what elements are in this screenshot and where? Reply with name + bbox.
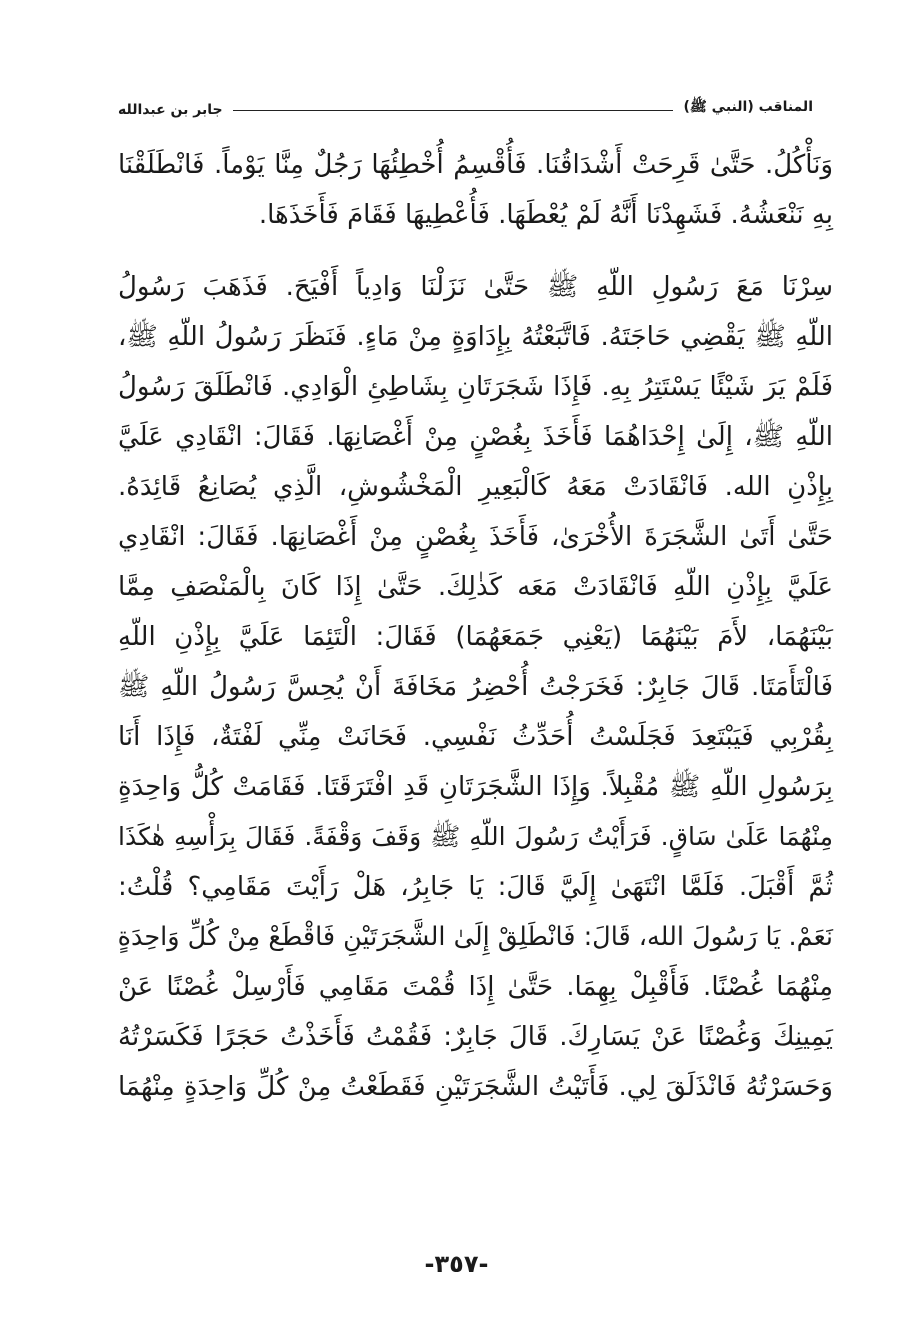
header-section-title: المناقب (النبي ﷺ) (683, 99, 813, 115)
header-topic-title: جابر بن عبدالله (118, 102, 223, 118)
text-line: عَلَيَّ بِإِذْنِ اللّهِ فَانْقَادَتْ مَعَه كَذٰلِكَ. حَتَّىٰ إِذَا كَانَ بِالْمَنْصَفِ مِمَّا (118, 572, 833, 602)
text-line: ثُمَّ أَقْبَلَ. فَلَمَّا انْتَهَىٰ إِلَيَّ قَالَ: يَا جَابِرُ، هَلْ رَأَيْتَ مَقَامِي؟ قُلْتُ: (118, 872, 833, 902)
text-line: بِهِ نَنْعَشُهُ. فَشَهِدْنَا أَنَّهُ لَمْ يُعْطَهَا. فَأُعْطِيهَا فَقَامَ فَأَخَذَهَا. (258, 200, 833, 230)
text-line: فَالْتَأَمَتَا. قَالَ جَابِرٌ: فَخَرَجْتُ أُحْضِرُ مَخَافَةَ أَنْ يُحِسَّ رَسُولُ اللّهِ ﷺ (118, 672, 833, 702)
text-line: بِرَسُولِ اللّهِ ﷺ مُقْبِلاً. وَإِذَا الشَّجَرَتَانِ قَدِ افْتَرَقَتَا. فَقَامَتْ كُلُّ وَاحِدَةٍ (118, 772, 833, 802)
text-line: بَيْنَهُمَا، لأَمَ بَيْنَهُمَا (يَعْنِي جَمَعَهُمَا) فَقَالَ: الْتَئِمَا عَلَيَّ بِإِذْنِ اللّهِ (118, 622, 833, 652)
text-line: وَنَأْكُلُ. حَتَّىٰ قَرِحَتْ أَشْدَاقُنَا. فَأُقْسِمُ أُخْطِئُهَا رَجُلٌ مِنَّا يَوْماً. فَانْطَلَقْنَا (118, 150, 833, 180)
text-line: بِإِذْنِ الله. فَانْقَادَتْ مَعَهُ كَالْبَعِيرِ الْمَخْشُوشِ، الَّذِي يُصَانِعُ قَائِدَهُ. (118, 472, 833, 502)
running-header (118, 88, 813, 120)
page-number: -٣٥٧- (424, 1250, 489, 1278)
text-line: سِرْنَا مَعَ رَسُولِ اللّهِ ﷺ حَتَّىٰ نَزَلْنَا وَادِياً أَفْيَحَ. فَذَهَبَ رَسُولُ (118, 272, 833, 302)
text-line: مِنْهُمَا عَلَىٰ سَاقٍ. فَرَأَيْتُ رَسُولَ اللّهِ ﷺ وَقَفَ وَقْفَةً. فَقَالَ بِرَأْسِهِ هٰكَذَا (118, 822, 833, 851)
text-line: بِقُرْبِي فَيَبْتَعِدَ فَجَلَسْتُ أُحَدِّثُ نَفْسِي. فَحَانَتْ مِنِّي لَفْتَةٌ، فَإِذَا أَنَا (118, 722, 833, 752)
text-line: حَتَّىٰ أَتَىٰ الشَّجَرَةَ الأُخْرَىٰ، فَأَخَذَ بِغُصْنٍ مِنْ أَغْصَانِهَا. فَقَالَ: انْقَادِي (118, 522, 833, 552)
paragraph-hadith (118, 262, 833, 1112)
text-line: اللّهِ ﷺ يَقْضِي حَاجَتَهُ. فَاتَّبَعْتُهُ بِإِدَاوَةٍ مِنْ مَاءٍ. فَنَظَرَ رَسُولُ اللّهِ ﷺ، (118, 322, 833, 352)
text-line: وَحَسَرْتُهُ فَانْذَلَقَ لِي. فَأَتَيْتُ الشَّجَرَتَيْنِ فَقَطَعْتُ مِنْ كُلِّ وَاحِدَةٍ مِنْهُمَا (118, 1072, 833, 1102)
text-line: مِنْهُمَا غُصْنًا. فَأَقْبِلْ بِهِمَا. حَتَّىٰ إِذَا قُمْتَ مَقَامِي فَأَرْسِلْ غُصْنًا عَنْ (118, 972, 833, 1002)
text-line: يَمِينِكَ وَغُصْنًا عَنْ يَسَارِكَ. قَالَ جَابِرٌ: فَقُمْتُ فَأَخَذْتُ حَجَرًا فَكَسَرْتُهُ (118, 1022, 833, 1052)
text-line: اللّهِ ﷺ، إِلَىٰ إِحْدَاهُمَا فَأَخَذَ بِغُصْنٍ مِنْ أَغْصَانِهَا. فَقَالَ: انْقَادِي عَلَيَّ (118, 422, 833, 452)
header-rule (233, 110, 674, 111)
text-line: فَلَمْ يَرَ شَيْئًا يَسْتَتِرُ بِهِ. فَإِذَا شَجَرَتَانِ بِشَاطِئِ الْوَادِي. فَانْطَلَقَ رَسُولُ (118, 372, 833, 402)
paragraph-continuation (118, 140, 833, 240)
text-line: نَعَمْ. يَا رَسُولَ الله، قَالَ: فَانْطَلِقْ إِلَىٰ الشَّجَرَتَيْنِ فَاقْطَعْ مِنْ كُلِّ وَاحِدَةٍ (117, 922, 833, 952)
